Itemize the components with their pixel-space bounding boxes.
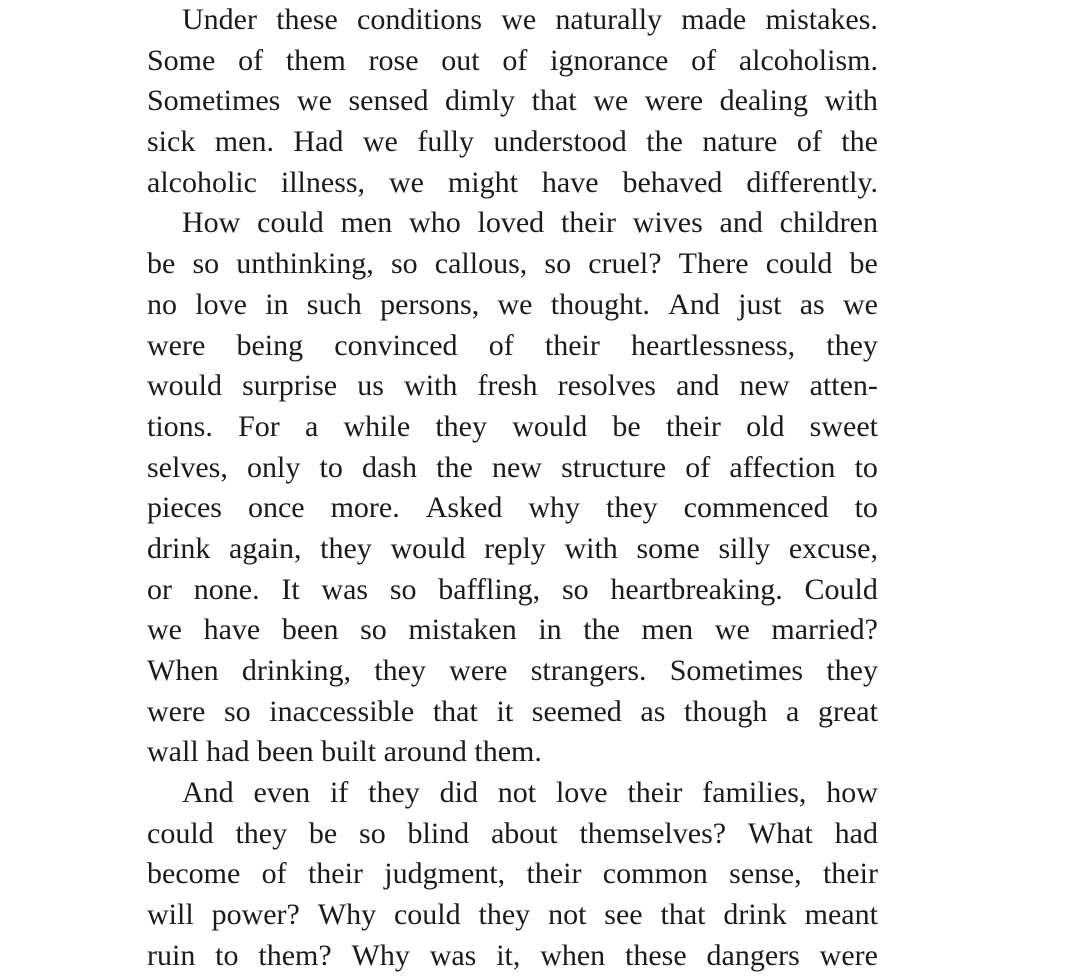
- word: might: [447, 165, 518, 199]
- word: the: [583, 613, 620, 647]
- word: thought.: [550, 287, 650, 321]
- word: pieces: [147, 491, 222, 525]
- word: so: [223, 694, 251, 728]
- word: of: [691, 43, 717, 77]
- word: their: [627, 776, 683, 810]
- word: as: [640, 694, 666, 728]
- word: sweet: [809, 409, 878, 443]
- word: they: [235, 816, 288, 850]
- word: Had: [293, 125, 344, 159]
- word: be: [849, 247, 878, 281]
- word: their: [544, 328, 600, 362]
- text-line: [147, 163, 878, 204]
- word: when: [540, 938, 606, 972]
- word: were: [644, 84, 704, 118]
- word: their: [560, 206, 616, 240]
- word: men: [340, 206, 393, 240]
- word: resolves: [557, 369, 656, 403]
- word: were: [147, 694, 206, 728]
- word: structure: [561, 450, 667, 484]
- word: and: [719, 206, 763, 240]
- word: we: [501, 3, 537, 36]
- word: we: [714, 613, 750, 647]
- word: atten-: [809, 369, 878, 403]
- word: convinced: [334, 328, 458, 362]
- word: these: [276, 3, 338, 36]
- word: they: [435, 409, 487, 443]
- word: their: [822, 857, 878, 891]
- word: Why: [317, 898, 377, 932]
- word: so: [561, 572, 589, 606]
- word: how: [826, 776, 878, 810]
- word: Asked: [425, 491, 503, 525]
- word: could: [765, 247, 833, 281]
- word: we: [843, 287, 878, 321]
- word: And: [182, 776, 234, 810]
- word: us: [357, 369, 384, 403]
- word: that: [531, 84, 577, 118]
- word: in: [265, 287, 289, 321]
- word: no: [147, 287, 177, 321]
- word: dash: [361, 450, 417, 484]
- word: of: [502, 43, 528, 77]
- word: mistakes.: [765, 3, 878, 36]
- word: them?: [258, 938, 332, 972]
- word: sense,: [729, 857, 802, 891]
- word: we: [389, 165, 424, 199]
- word: drinking,: [241, 654, 352, 687]
- word: be: [612, 409, 641, 443]
- word: with: [404, 369, 458, 403]
- word: would: [147, 369, 222, 403]
- word: callous,: [434, 247, 528, 281]
- word: heartbreaking.: [610, 572, 783, 606]
- word: heartlessness,: [631, 328, 796, 362]
- word: How: [182, 206, 241, 240]
- word: drink: [147, 531, 211, 565]
- word: Why: [351, 938, 410, 972]
- word: old: [746, 409, 785, 443]
- word: affection: [729, 450, 836, 484]
- word: a: [304, 409, 319, 443]
- word: such: [306, 287, 362, 321]
- text-line: [147, 407, 878, 448]
- word: themselves?: [579, 816, 727, 850]
- text-line: [147, 448, 878, 489]
- word: in: [538, 613, 562, 647]
- word: great: [818, 694, 878, 728]
- text-line: [147, 610, 878, 651]
- word: to: [215, 938, 239, 972]
- word: though: [684, 694, 768, 728]
- word: wives: [632, 206, 703, 240]
- word: we: [296, 84, 332, 118]
- word: power?: [211, 898, 300, 932]
- word: be: [308, 816, 338, 850]
- word: so: [360, 613, 387, 647]
- word: nature: [702, 125, 778, 159]
- word: married?: [771, 613, 878, 647]
- word: that: [660, 898, 706, 932]
- word: would: [512, 409, 588, 443]
- word: the: [841, 125, 878, 159]
- word: that: [432, 694, 478, 728]
- text-line: [147, 692, 878, 733]
- word: There: [678, 247, 749, 281]
- word: these: [625, 938, 687, 972]
- word: just: [738, 287, 782, 321]
- word: families,: [702, 776, 807, 810]
- word: behaved: [622, 165, 723, 199]
- word: love: [195, 287, 247, 321]
- text-line: [182, 773, 878, 814]
- word: blind: [407, 816, 470, 850]
- word: made: [681, 3, 747, 36]
- word: could: [393, 898, 461, 932]
- word: were: [147, 328, 206, 362]
- word: they: [826, 654, 878, 687]
- word: with: [564, 531, 618, 565]
- text-line: [147, 244, 878, 285]
- word: men: [641, 613, 694, 647]
- word: new: [491, 450, 542, 484]
- word: alcoholic: [147, 165, 257, 199]
- word: it,: [496, 938, 521, 972]
- word: not: [497, 776, 537, 810]
- word: strangers.: [530, 654, 647, 687]
- text-line: [147, 854, 878, 895]
- word: they: [478, 898, 531, 932]
- word: men.: [214, 125, 274, 159]
- word: see: [604, 898, 643, 932]
- word: we: [593, 84, 629, 118]
- word: so: [192, 247, 220, 281]
- word: excuse,: [788, 531, 878, 565]
- paragraph: [147, 773, 878, 976]
- word: drink: [723, 898, 787, 932]
- word: new: [739, 369, 790, 403]
- word: baffling,: [438, 572, 541, 606]
- word: not: [548, 898, 587, 932]
- word: of: [685, 450, 711, 484]
- word: was: [321, 572, 369, 606]
- paragraph: [147, 0, 878, 203]
- word: have: [541, 165, 599, 199]
- word: unthinking,: [236, 247, 374, 281]
- word: alcoholism.: [738, 43, 878, 77]
- word: be: [147, 247, 176, 281]
- word: become: [147, 857, 241, 891]
- word: they: [826, 328, 878, 362]
- word: will: [147, 898, 194, 932]
- word: dangers: [706, 938, 800, 972]
- word: to: [854, 450, 878, 484]
- word: have: [203, 613, 261, 647]
- word: their: [526, 857, 582, 891]
- word: we: [497, 287, 533, 321]
- text-line: [147, 41, 878, 82]
- word: if: [329, 776, 349, 810]
- word: dealing: [719, 84, 808, 118]
- word: their: [307, 857, 363, 891]
- word: Some: [147, 43, 216, 77]
- word: It: [281, 572, 300, 606]
- text-line: wall had been built around them.: [147, 735, 542, 769]
- text-line: [147, 285, 878, 326]
- word: love: [555, 776, 608, 810]
- word: reply: [484, 531, 546, 565]
- text-line: [182, 203, 878, 244]
- word: meant: [804, 898, 878, 932]
- word: the: [646, 125, 683, 159]
- word: more.: [330, 491, 400, 525]
- word: fully: [417, 125, 474, 159]
- text-line: [147, 81, 878, 122]
- word: were: [449, 654, 508, 687]
- word: a: [786, 694, 800, 728]
- word: What: [747, 816, 813, 850]
- word: we: [147, 613, 182, 647]
- word: to: [854, 491, 878, 525]
- word: they: [368, 776, 420, 810]
- word: so: [544, 247, 572, 281]
- word: persons,: [380, 287, 480, 321]
- text-line: [147, 936, 878, 977]
- word: out: [441, 43, 480, 77]
- word: of: [261, 857, 287, 891]
- word: could: [147, 816, 214, 850]
- word: they: [374, 654, 426, 687]
- word: so: [389, 572, 417, 606]
- word: been: [281, 613, 339, 647]
- word: it: [496, 694, 514, 728]
- word: again,: [229, 531, 302, 565]
- word: sick: [147, 125, 196, 159]
- word: dimly: [445, 84, 516, 118]
- word: naturally: [555, 3, 663, 36]
- word: of: [488, 328, 514, 362]
- word: inaccessible: [269, 694, 415, 728]
- word: selves,: [147, 450, 228, 484]
- word: so: [359, 816, 386, 850]
- word: did: [439, 776, 478, 810]
- word: children: [779, 206, 878, 240]
- page-text: [147, 0, 878, 977]
- word: so: [390, 247, 418, 281]
- word: For: [238, 409, 280, 443]
- word: cruel?: [588, 247, 662, 281]
- word: and: [676, 369, 720, 403]
- word: tions.: [147, 409, 213, 443]
- word: ruin: [147, 938, 196, 972]
- word: about: [490, 816, 558, 850]
- word: once: [247, 491, 305, 525]
- word: differently.: [746, 165, 878, 199]
- word: to: [319, 450, 343, 484]
- word: we: [362, 125, 398, 159]
- word: being: [236, 328, 304, 362]
- text-line: [147, 895, 878, 936]
- word: judgment,: [384, 857, 506, 891]
- text-line: [147, 651, 878, 692]
- word: none.: [193, 572, 260, 606]
- text-line: [147, 366, 878, 407]
- word: seemed: [531, 694, 622, 728]
- word: why: [528, 491, 581, 525]
- word: would: [390, 531, 466, 565]
- word: as: [799, 287, 825, 321]
- word: loved: [477, 206, 545, 240]
- word: sensed: [348, 84, 429, 118]
- word: were: [819, 938, 878, 972]
- word: mistaken: [408, 613, 517, 647]
- word: of: [238, 43, 264, 77]
- text-line: [182, 0, 878, 41]
- word: conditions: [357, 3, 483, 36]
- word: them: [285, 43, 346, 77]
- word: commenced: [683, 491, 829, 525]
- word: the: [436, 450, 473, 484]
- word: common: [602, 857, 708, 891]
- word: rose: [368, 43, 419, 77]
- word: they: [606, 491, 658, 525]
- word: illness,: [280, 165, 366, 199]
- word: understood: [493, 125, 627, 159]
- text-line: [147, 529, 878, 570]
- text-line: [147, 122, 878, 163]
- word: had: [834, 816, 878, 850]
- word: of: [796, 125, 822, 159]
- word: Could: [804, 572, 878, 606]
- word: Sometimes: [669, 654, 804, 687]
- word: or: [147, 572, 172, 606]
- word: fresh: [477, 369, 538, 403]
- word: could: [257, 206, 324, 240]
- text-line: [147, 570, 878, 611]
- word: they: [320, 531, 372, 565]
- paragraph: [147, 203, 878, 773]
- text-line: [147, 326, 878, 367]
- word: silly: [718, 531, 771, 565]
- word: Under: [182, 3, 257, 36]
- text-line: [147, 488, 878, 529]
- word: only: [246, 450, 301, 484]
- word: even: [253, 776, 311, 810]
- word: surprise: [242, 369, 338, 403]
- word: And: [668, 287, 720, 321]
- word: was: [429, 938, 477, 972]
- word: their: [665, 409, 721, 443]
- word: Sometimes: [147, 84, 281, 118]
- word: who: [409, 206, 461, 240]
- word: ignorance: [550, 43, 669, 77]
- word: while: [343, 409, 411, 443]
- word: with: [824, 84, 878, 118]
- text-line: [147, 814, 878, 855]
- word: some: [636, 531, 700, 565]
- word: When: [147, 654, 219, 687]
